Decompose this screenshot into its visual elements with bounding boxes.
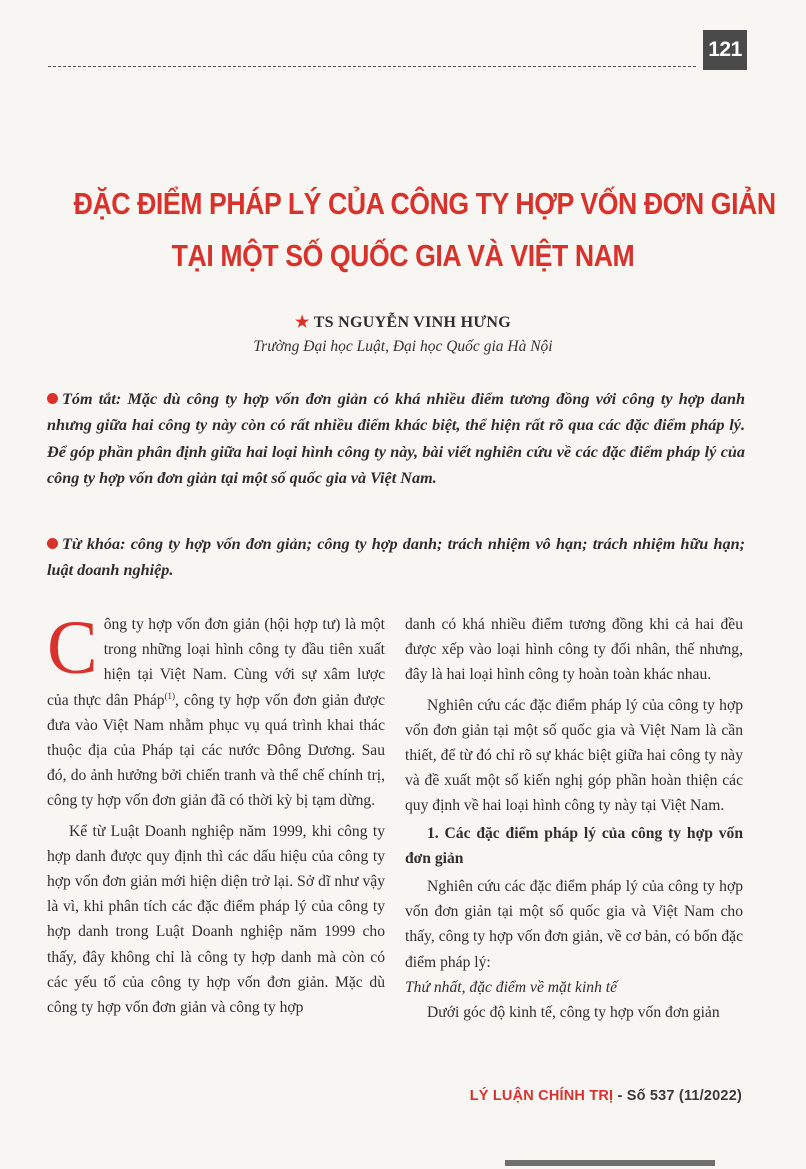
keywords [47,531,745,584]
journal-name: LÝ LUẬN CHÍNH TRỊ [469,1088,614,1104]
author-name: TS NGUYỄN VINH HƯNG [313,314,511,331]
journal-issue: - Số 537 (11/2022) [617,1088,742,1104]
article-title [73,178,776,282]
page-number: 121 [703,30,747,70]
abstract [47,386,745,491]
footnote-ref: (1) [164,690,176,701]
paragraph: Nghiên cứu các đặc điểm pháp lý của công ty hợp vốn đơn giản tại một số quốc gia và Việt Nam là cần thiết, để từ đó chỉ rõ sự khác biệt giữa hai công ty này và đề xuất một số kiến nghị góp phần hoàn thiện các quy định về hai loại hình công ty này tại Việt Nam. [405,696,743,815]
body-column-right [405,612,743,1025]
header-rule [48,66,696,67]
paragraph: Dưới góc độ kinh tế, công ty hợp vốn đơn giản [427,1004,720,1022]
keywords-text: Từ khóa: công ty hợp vốn đơn giản; công ty hợp danh; trách nhiệm vô hạn; trách nhiệm hữu hạn; luật doanh nghiệp. [47,535,745,580]
title-line-2: TẠI MỘT SỐ QUỐC GIA VÀ VIỆT NAM [171,238,635,273]
star-icon: ★ [295,314,310,331]
footer-bar [505,1160,715,1166]
body-column-left [47,606,385,1020]
paragraph [47,606,385,814]
abstract-text: Tóm tắt: Mặc dù công ty hợp vốn đơn giản có khá nhiều điểm tương đồng với công ty hợp danh nhưng giữa hai công ty này còn có rất nhiều điểm khác biệt, thể hiện rất rõ qua các đặc điểm pháp lý. Để góp phần phân định giữa hai loại hình công ty này, bài viết nghiên cứu về các đặc điểm pháp lý của công ty hợp vốn đơn giản tại một số quốc gia và Việt Nam. [47,390,745,487]
subheading: Thứ nhất, đặc điểm về mặt kinh tế [405,978,618,996]
paragraph-text: ông ty hợp vốn đơn giản (hội hợp tư) là một trong những loại hình công ty đầu tiên xuất hiện tại Việt Nam. Cùng với sự xâm lược của thực dân Pháp [47,616,385,709]
bullet-dot-icon [47,538,58,549]
paragraph: Nghiên cứu các đặc điểm pháp lý của công ty hợp vốn đơn giản tại một số quốc gia và Việt Nam cho thấy, công ty hợp vốn đơn giản, về cơ bản, có bốn đặc điểm pháp lý: [405,878,743,971]
paragraph: Kể từ Luật Doanh nghiệp năm 1999, khi công ty hợp danh được quy định thì các dấu hiệu của công ty hợp vốn đơn giản mới hiện diện trở lại. Sở dĩ như vậy là vì, khi phân tích các đặc điểm pháp lý của công ty hợp danh trong Luật Doanh nghiệp năm 1999 cho thấy, đây không chỉ là công ty hợp danh mà còn có các yếu tố của công ty hợp vốn đơn giản. Mặc dù công ty hợp vốn đơn giản và công ty hợp [47,822,385,1017]
paragraph: danh có khá nhiều điểm tương đồng khi cả hai đều được xếp vào loại hình công ty đối nhân, thế nhưng, đây là hai loại hình công ty hoàn toàn khác nhau. [405,616,743,684]
author-affiliation: Trường Đại học Luật, Đại học Quốc gia Hà Nội [253,338,553,355]
author-line [0,312,806,332]
title-line-1: ĐẶC ĐIỂM PHÁP LÝ CỦA CÔNG TY HỢP VỐN ĐƠN GIẢN [73,186,776,221]
paragraph-text: , công ty hợp vốn đơn giản được đưa vào Việt Nam nhằm phục vụ quá trình khai thác thuộc địa của Pháp tại các nước Đông Dương. Sau đó, do ảnh hưởng bởi chiến tranh và thể chế chính trị, công ty hợp vốn đơn giản đã có thời kỳ bị tạm dừng. [47,691,385,810]
section-heading: 1. Các đặc điểm pháp lý của công ty hợp vốn đơn giản [405,824,743,867]
bullet-dot-icon [47,393,58,404]
drop-cap: C [47,606,98,690]
journal-footer [470,1088,742,1104]
